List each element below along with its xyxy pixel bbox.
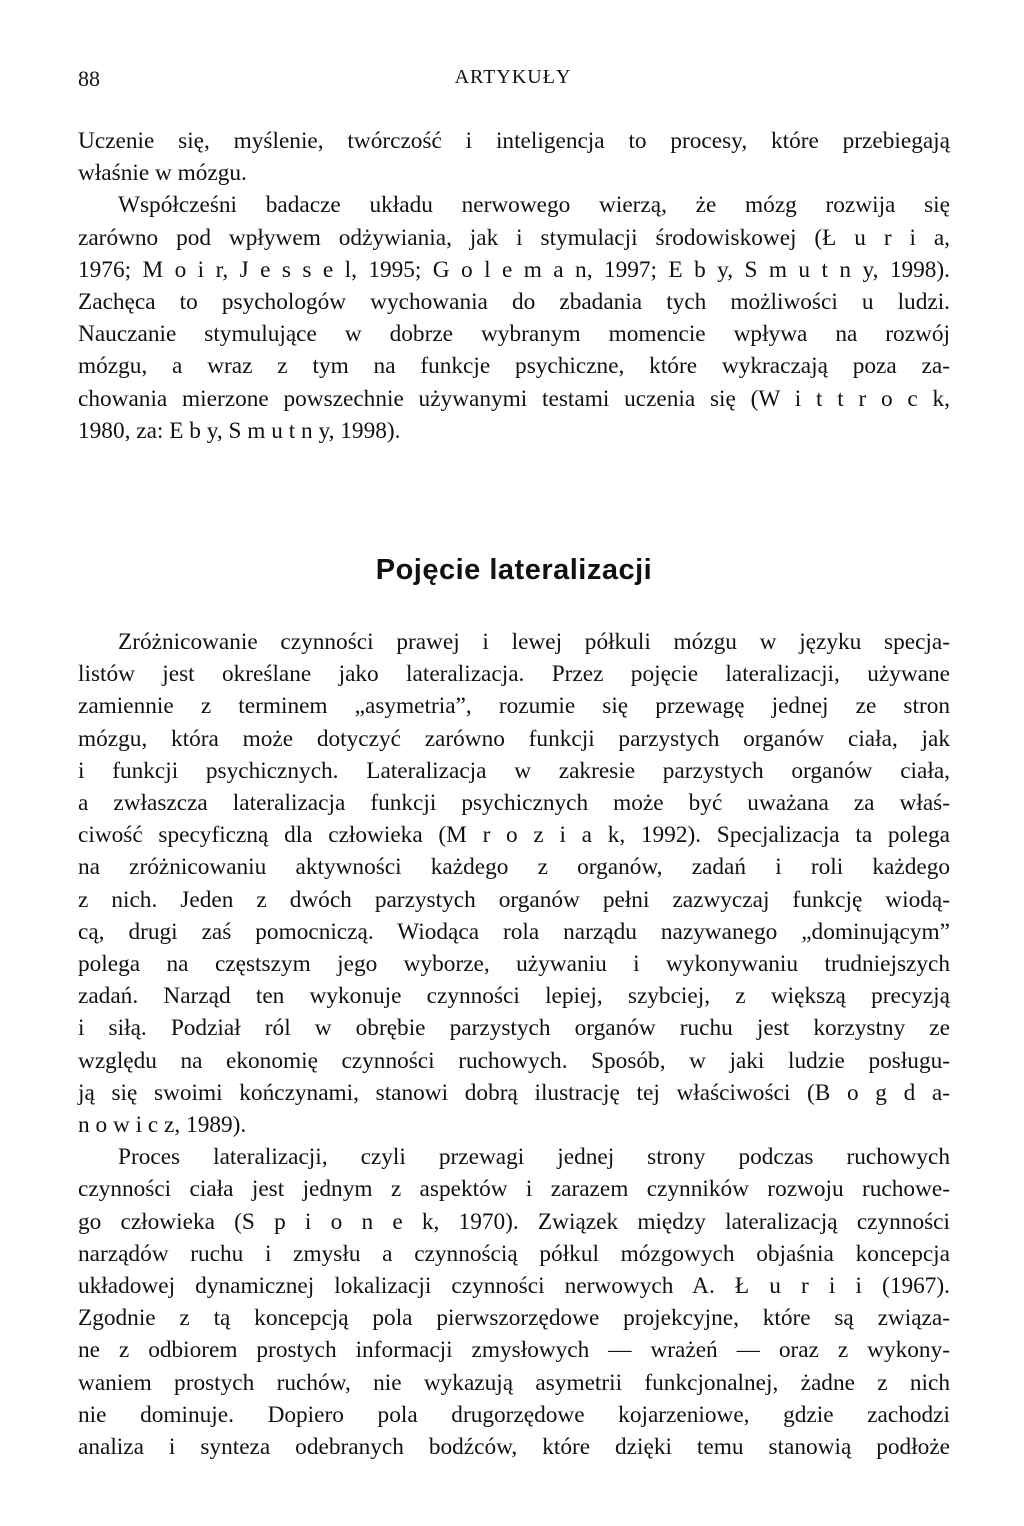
text-line: mózgu, a wraz z tym na funkcje psychiczne, które wykraczają poza za- [78,353,950,380]
text-line: n o w i c z, 1989). [78,1112,247,1139]
text-line: Zróżnicowanie czynności prawej i lewej półkuli mózgu w języku specja- [118,629,950,655]
text-line: zamiennie z terminem „asymetria”, rozumie się przewagę jednej ze stron [78,693,950,720]
text-line: ne z odbiorem prostych informacji zmysłowych — wrażeń — oraz z wykony- [78,1337,950,1364]
text-line: i funkcji psychicznych. Lateralizacja w zakresie parzystych organów ciała, [78,757,950,784]
text-line: polega na częstszym jego wyborze, używaniu i wykonywaniu trudniejszych [78,951,950,978]
text-line: go człowieka (S p i o n e k, 1970). Związek między lateralizacją czynności [78,1208,950,1235]
text-line: i siłą. Podział ról w obrębie parzystych organów ruchu jest korzystny ze [78,1015,950,1042]
text-line: analiza i synteza odebranych bodźców, które dzięki temu stanowią podłoże [78,1434,950,1461]
text-line: waniem prostych ruchów, nie wykazują asymetrii funkcjonalnej, żadne z nich [78,1369,950,1396]
text-line: nie dominuje. Dopiero pola drugorzędowe kojarzeniowe, gdzie zachodzi [78,1401,950,1428]
text-line: czynności ciała jest jednym z aspektów i zarazem czynników rozwoju ruchowe- [78,1176,950,1203]
running-head: ARTYKUŁY [454,66,572,88]
text-line: narządów ruchu i zmysłu a czynnością półkul mózgowych objaśnia koncepcja [78,1240,950,1267]
intro-text [78,125,950,447]
section-body-text [78,626,950,1463]
text-line: na zróżnicowaniu aktywności każdego z organów, zadań i roli każdego [78,854,950,881]
text-line: 1980, za: E b y, S m u t n y, 1998). [78,417,401,444]
text-line: z nich. Jeden z dwóch parzystych organów pełni zazwyczaj funkcję wiodą- [78,886,950,913]
text-line: zadań. Narząd ten wykonuje czynności lepiej, szybciej, z większą precyzją [78,983,950,1010]
text-line: Nauczanie stymulujące w dobrze wybranym momencie wpływa na rozwój [78,321,950,348]
section-heading: Pojęcie lateralizacji [375,554,653,587]
text-line: Zachęca to psychologów wychowania do zbadania tych możliwości u ludzi. [78,289,950,316]
text-line: Współcześni badacze układu nerwowego wierzą, że mózg rozwija się [118,192,950,219]
text-line: listów jest określane jako lateralizacja. Przez pojęcie lateralizacji, używane [78,661,950,688]
text-line: Zgodnie z tą koncepcją pola pierwszorzędowe projekcyjne, które są związa- [78,1305,950,1332]
text-line: ją się swoimi kończynami, stanowi dobrą ilustrację tej właściwości (B o g d a- [78,1079,950,1106]
text-line: względu na ekonomię czynności ruchowych. Sposób, w jaki ludzie posługu- [78,1047,950,1074]
text-line: mózgu, która może dotyczyć zarówno funkcji parzystych organów ciała, jak [78,725,950,752]
text-line: ciwość specyficzną dla człowieka (M r o z i a k, 1992). Specjalizacja ta polega [78,822,950,849]
page-header [78,66,948,100]
text-line: układowej dynamicznej lokalizacji czynności nerwowych A. Ł u r i i (1967). [78,1273,950,1300]
text-line: Proces lateralizacji, czyli przewagi jednej strony podczas ruchowych [118,1144,950,1171]
text-line: chowania mierzone powszechnie używanymi testami uczenia się (W i t t r o c k, [78,385,950,412]
text-line: właśnie w mózgu. [78,160,247,187]
text-line: 1976; M o i r, J e s s e l, 1995; G o l e m a n, 1997; E b y, S m u t n y, 1998). [78,256,950,283]
text-line: Uczenie się, myślenie, twórczość i inteligencja to procesy, które przebiegają [78,128,950,154]
text-line: zarówno pod wpływem odżywiania, jak i stymulacji środowiskowej (Ł u r i a, [78,224,950,251]
text-line: cą, drugi zaś pomocniczą. Wiodąca rola narządu nazywanego „dominującym” [78,918,950,945]
text-line: a zwłaszcza lateralizacja funkcji psychicznych może być uważana za właś- [78,790,950,817]
page-number: 88 [78,66,100,91]
